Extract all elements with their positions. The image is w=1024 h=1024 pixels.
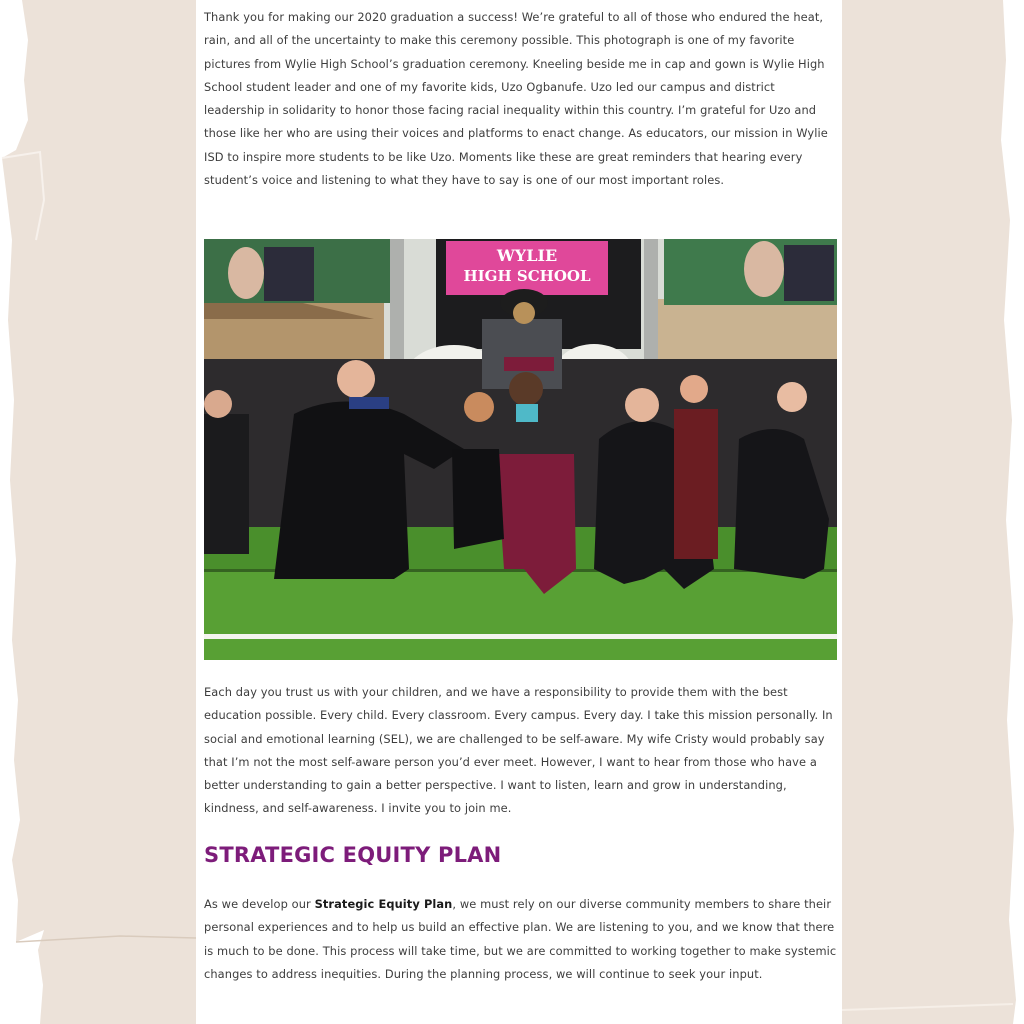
intro-paragraph: Thank you for making our 2020 graduation a success! We’re grateful to all of those who endured the heat, rain, and all of the uncertainty to make this ceremony possible. This photograph is one of my favorite pictures from Wylie High School’s graduation ceremony. Kneeling beside me in cap and gown is Wylie High School student leader and one of my favorite kids, Uzo Ogbanufe. Uzo led our campus and district leadership in solidarity to honor those facing racial inequality within this country. I’m grateful for Uzo and those like her who are using their voices and platforms to enact change. As educators, our mission in Wylie ISD to inspire more students to be like Uzo. Moments like these are great reminders that hearing every student’s voice and listening to what they have to say is one of our most important roles. <box>204 10 828 188</box>
equity-paragraph <box>204 893 838 986</box>
graduation-photo <box>204 239 837 660</box>
mission-paragraph: Each day you trust us with your children, and we have a responsibility to provide them with the best education possible. Every child. Every classroom. Every campus. Every day. I take this mission personally. In social and emotional learning (SEL), we are challenged to be self-aware. My wife Cristy would probably say that I’m not the most self-aware person you’d ever meet. However, I want to hear from those who have a better understanding to gain a better perspective. I want to listen, learn and grow in understanding, kindness, and self-awareness. I invite you to join me. <box>204 685 833 816</box>
banner-line-2: HIGH SCHOOL <box>463 267 591 285</box>
equity-text-start: As we develop our <box>204 897 315 911</box>
equity-plan-bold: Strategic Equity Plan <box>314 897 453 911</box>
banner-line-1: WYLIE <box>496 246 558 265</box>
section-heading: STRATEGIC EQUITY PLAN <box>204 843 502 867</box>
equity-text-end: , we must rely on our diverse community members to share their personal experiences and to help us build an effective plan. We are listening to you, and we know that there is much to be done. This process will take time, but we are committed to working together to make systemic changes to address inequities. During the planning process, we will continue to seek your input. <box>204 897 837 981</box>
